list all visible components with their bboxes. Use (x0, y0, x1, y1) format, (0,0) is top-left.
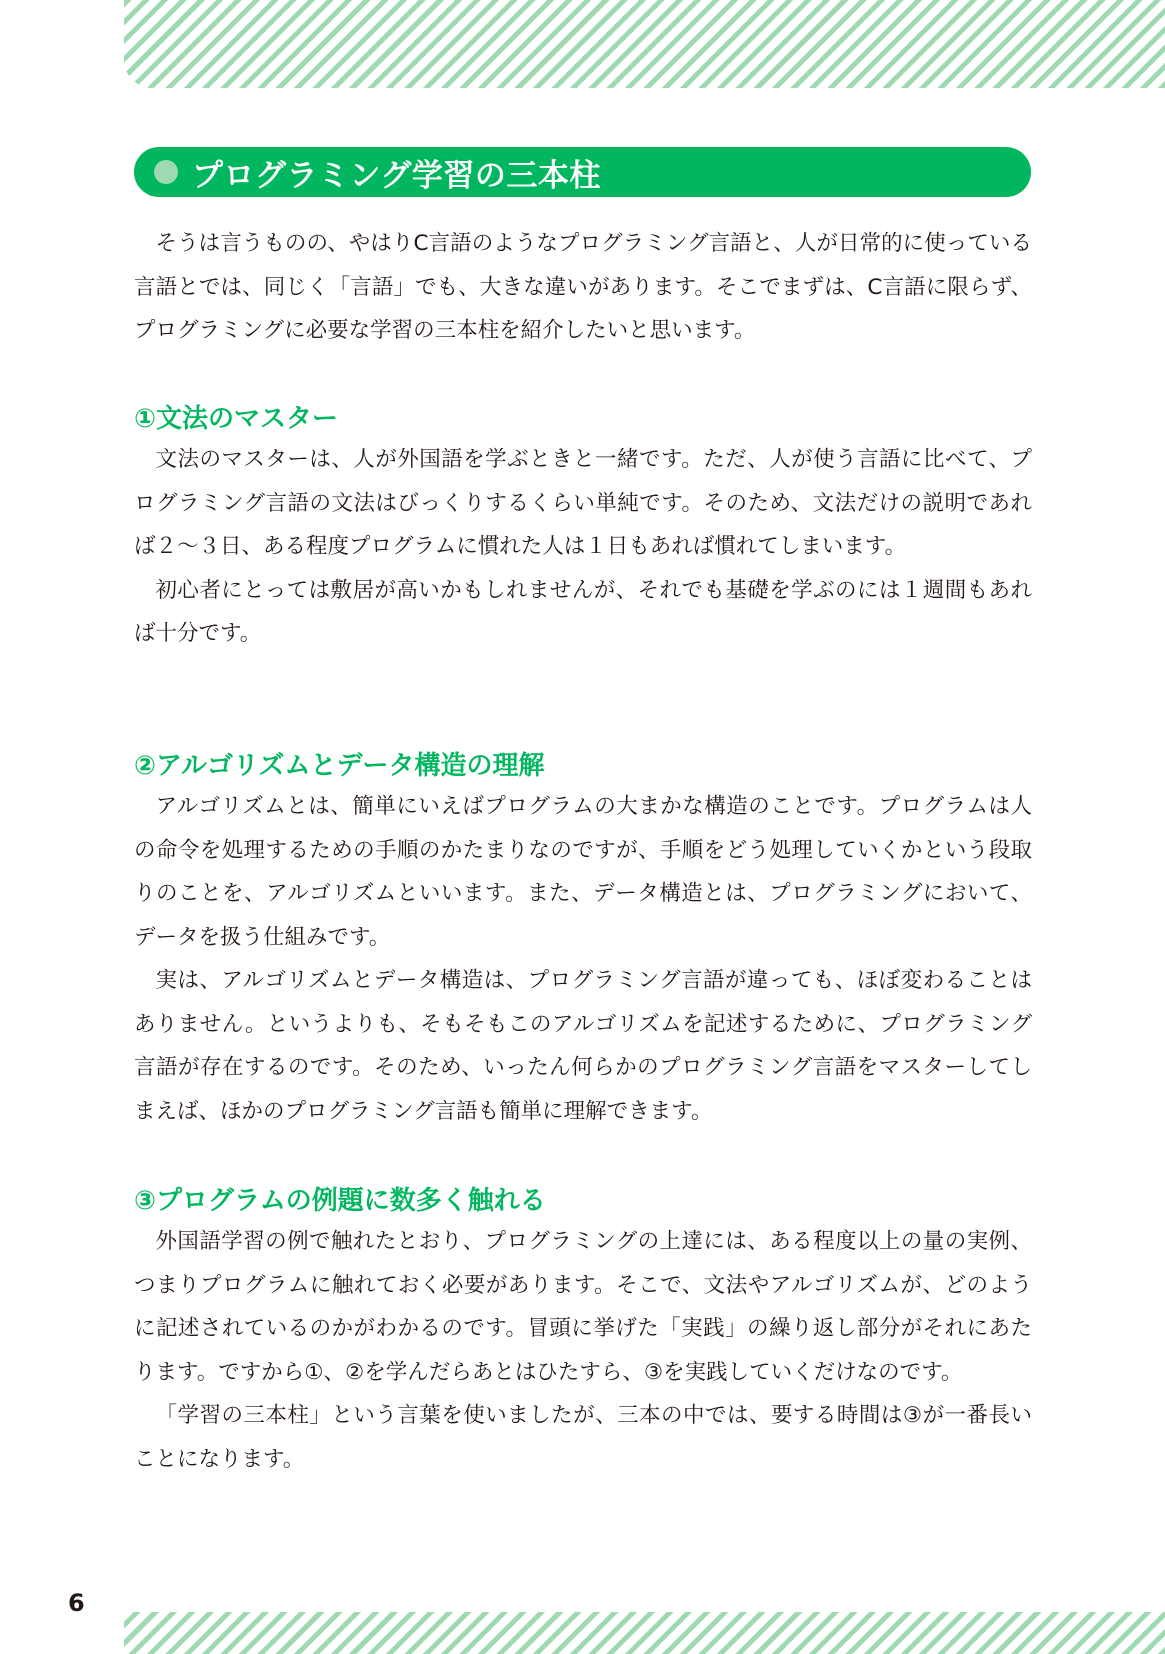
section-body-examples (134, 1220, 1032, 1481)
intro-paragraph: そうは言うものの、やはりC言語のようなプログラミング言語と、人が日常的に使っている言語とでは、同じく「言語」でも、大きな違いがあります。そこでまずは、C言語に限らず、プログラミングに必要な学習の三本柱を紹介したいと思います。 (134, 231, 1032, 343)
section-body-algorithm (134, 785, 1032, 1133)
body-paragraph: 初心者にとっては敷居が高いかもしれませんが、それでも基礎を学ぶのには１週間もあれば十分です。 (134, 577, 1032, 646)
section-body-grammar (134, 438, 1032, 656)
intro-paragraph-block (134, 222, 1032, 353)
section-heading-examples: ③プログラムの例題に数多く触れる (134, 1186, 546, 1216)
section-heading-grammar: ①文法のマスター (134, 404, 339, 434)
body-paragraph: アルゴリズムとは、簡単にいえばプログラムの大まかな構造のことです。プログラムは人の命令を処理するための手順のかたまりなのですが、手順をどう処理していくかという段取りのことを、アルゴリズムといいます。また、データ構造とは、プログラミングにおいて、データを扱う仕組みです。 (134, 794, 1032, 950)
section-title-bar (134, 147, 1031, 197)
bottom-stripe-band (124, 1612, 1165, 1654)
body-paragraph: 「学習の三本柱」という言葉を使いましたが、三本の中では、要する時間は③が一番長いことになります。 (134, 1403, 1032, 1472)
bullet-dot-icon (154, 160, 178, 184)
top-stripe-band (124, 0, 1165, 88)
section-heading-algorithm: ②アルゴリズムとデータ構造の理解 (134, 751, 545, 781)
body-paragraph: 実は、アルゴリズムとデータ構造は、プログラミング言語が違っても、ほぼ変わることはありません。というよりも、そもそもこのアルゴリズムを記述するために、プログラミング言語が存在するのです。そのため、いったん何らかのプログラミング言語をマスターしてしまえば、ほかのプログラミング言語も簡単に理解できます。 (134, 968, 1032, 1124)
page-number: 6 (68, 1589, 85, 1617)
body-paragraph: 外国語学習の例で触れたとおり、プログラミングの上達には、ある程度以上の量の実例、つまりプログラムに触れておく必要があります。そこで、文法やアルゴリズムが、どのように記述されているのかがわかるのです。冒頭に挙げた「実践」の繰り返し部分がそれにあたります。ですから①、②を学んだらあとはひたすら、③を実践していくだけなのです。 (134, 1229, 1032, 1385)
body-paragraph: 文法のマスターは、人が外国語を学ぶときと一緒です。ただ、人が使う言語に比べて、プログラミング言語の文法はびっくりするくらい単純です。そのため、文法だけの説明であれば２～３日、ある程度プログラムに慣れた人は１日もあれば慣れてしまいます。 (134, 447, 1032, 559)
page-title: プログラミング学習の三本柱 (192, 157, 601, 194)
